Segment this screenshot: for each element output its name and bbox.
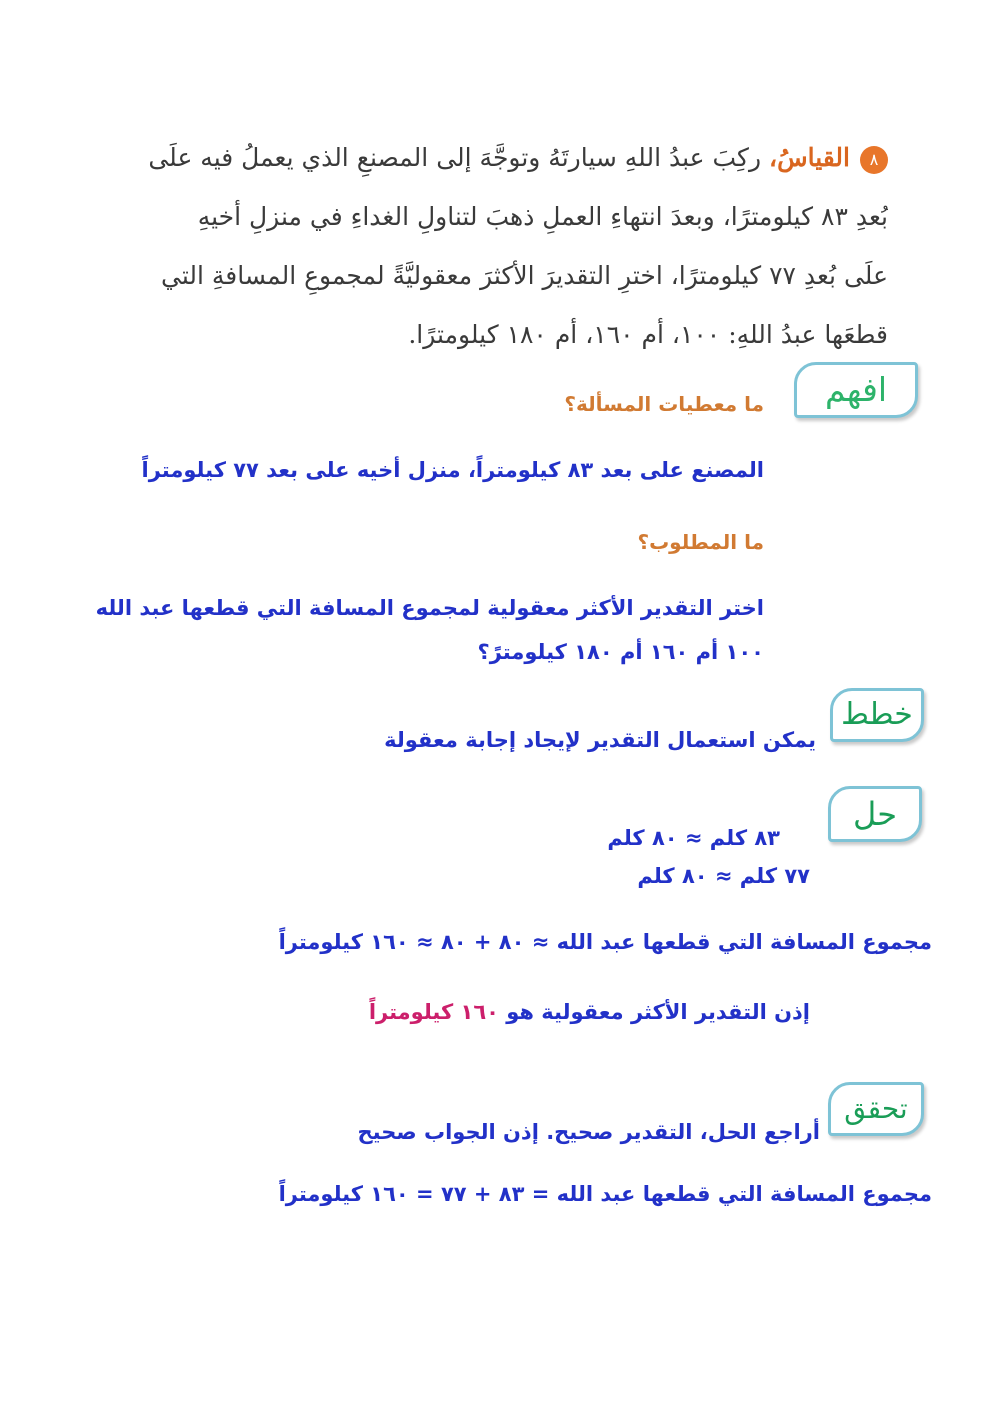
- plan-text: يمكن استعمال التقدير لإيجاد إجابة معقولة: [384, 728, 816, 752]
- problem-text-1: ركِبَ عبدُ اللهِ سيارتَهُ وتوجَّهَ إلى المصنعِ الذي يعملُ فيه علَى: [148, 143, 762, 172]
- check-sum: مجموع المسافة التي قطعها عبد الله = ٨٣ + ٧٧ = ١٦٠ كيلومتراً: [278, 1182, 932, 1206]
- solve-tag: [828, 786, 922, 842]
- understand-question-2: ما المطلوب؟: [637, 530, 764, 554]
- problem-number-badge: ٨: [860, 146, 888, 174]
- solve-tag-label: حل: [852, 795, 897, 833]
- check-tag: [828, 1082, 924, 1136]
- check-text: أراجع الحل، التقدير صحيح. إذن الجواب صحيح: [357, 1120, 820, 1144]
- plan-tag-label: خطط: [841, 697, 913, 732]
- understand-answer-2-line-1: اختر التقدير الأكثر معقولية لمجموع المسافة التي قطعها عبد الله: [95, 596, 764, 620]
- understand-answer-1: المصنع على بعد ٨٣ كيلومتراً، منزل أخيه على بعد ٧٧ كيلومتراً: [141, 458, 764, 482]
- problem-line-3: علَى بُعدِ ٧٧ كيلومترًا، اخترِ التقديرَ الأكثرَ معقوليَّةً لمجموعِ المسافةِ التي: [160, 261, 888, 290]
- understand-question-1: ما معطيات المسألة؟: [564, 392, 764, 416]
- understand-tag-label: افهم: [824, 370, 888, 409]
- solve-sum: مجموع المسافة التي قطعها عبد الله ≈ ٨٠ + ٨٠ ≈ ١٦٠ كيلومتراً: [278, 930, 932, 954]
- conclusion-prefix: إذن التقدير الأكثر معقولية هو: [506, 1000, 810, 1024]
- plan-tag: [830, 688, 924, 742]
- problem-statement: [118, 128, 888, 364]
- solve-conclusion: [369, 1000, 810, 1024]
- solve-line-1: ٨٣ كلم ≈ ٨٠ كلم: [607, 826, 780, 850]
- problem-keyword: القياسُ،: [769, 143, 850, 172]
- problem-line-4: قطعَها عبدُ اللهِ: ١٠٠، أم ١٦٠، أم ١٨٠ كيلومترًا.: [408, 320, 888, 349]
- solve-line-2: ٧٧ كلم ≈ ٨٠ كلم: [637, 864, 810, 888]
- problem-line-2: بُعدِ ٨٣ كيلومترًا، وبعدَ انتهاءِ العملِ ذهبَ لتناولِ الغداءِ في منزلِ أخيهِ: [197, 202, 888, 231]
- check-tag-label: تحقق: [844, 1092, 908, 1125]
- understand-tag: [794, 362, 918, 418]
- conclusion-answer: ١٦٠ كيلومتراً: [368, 1000, 499, 1024]
- problem-line-1: [118, 128, 888, 187]
- understand-answer-2-line-2: ١٠٠ أم ١٦٠ أم ١٨٠ كيلومترً؟: [477, 640, 764, 664]
